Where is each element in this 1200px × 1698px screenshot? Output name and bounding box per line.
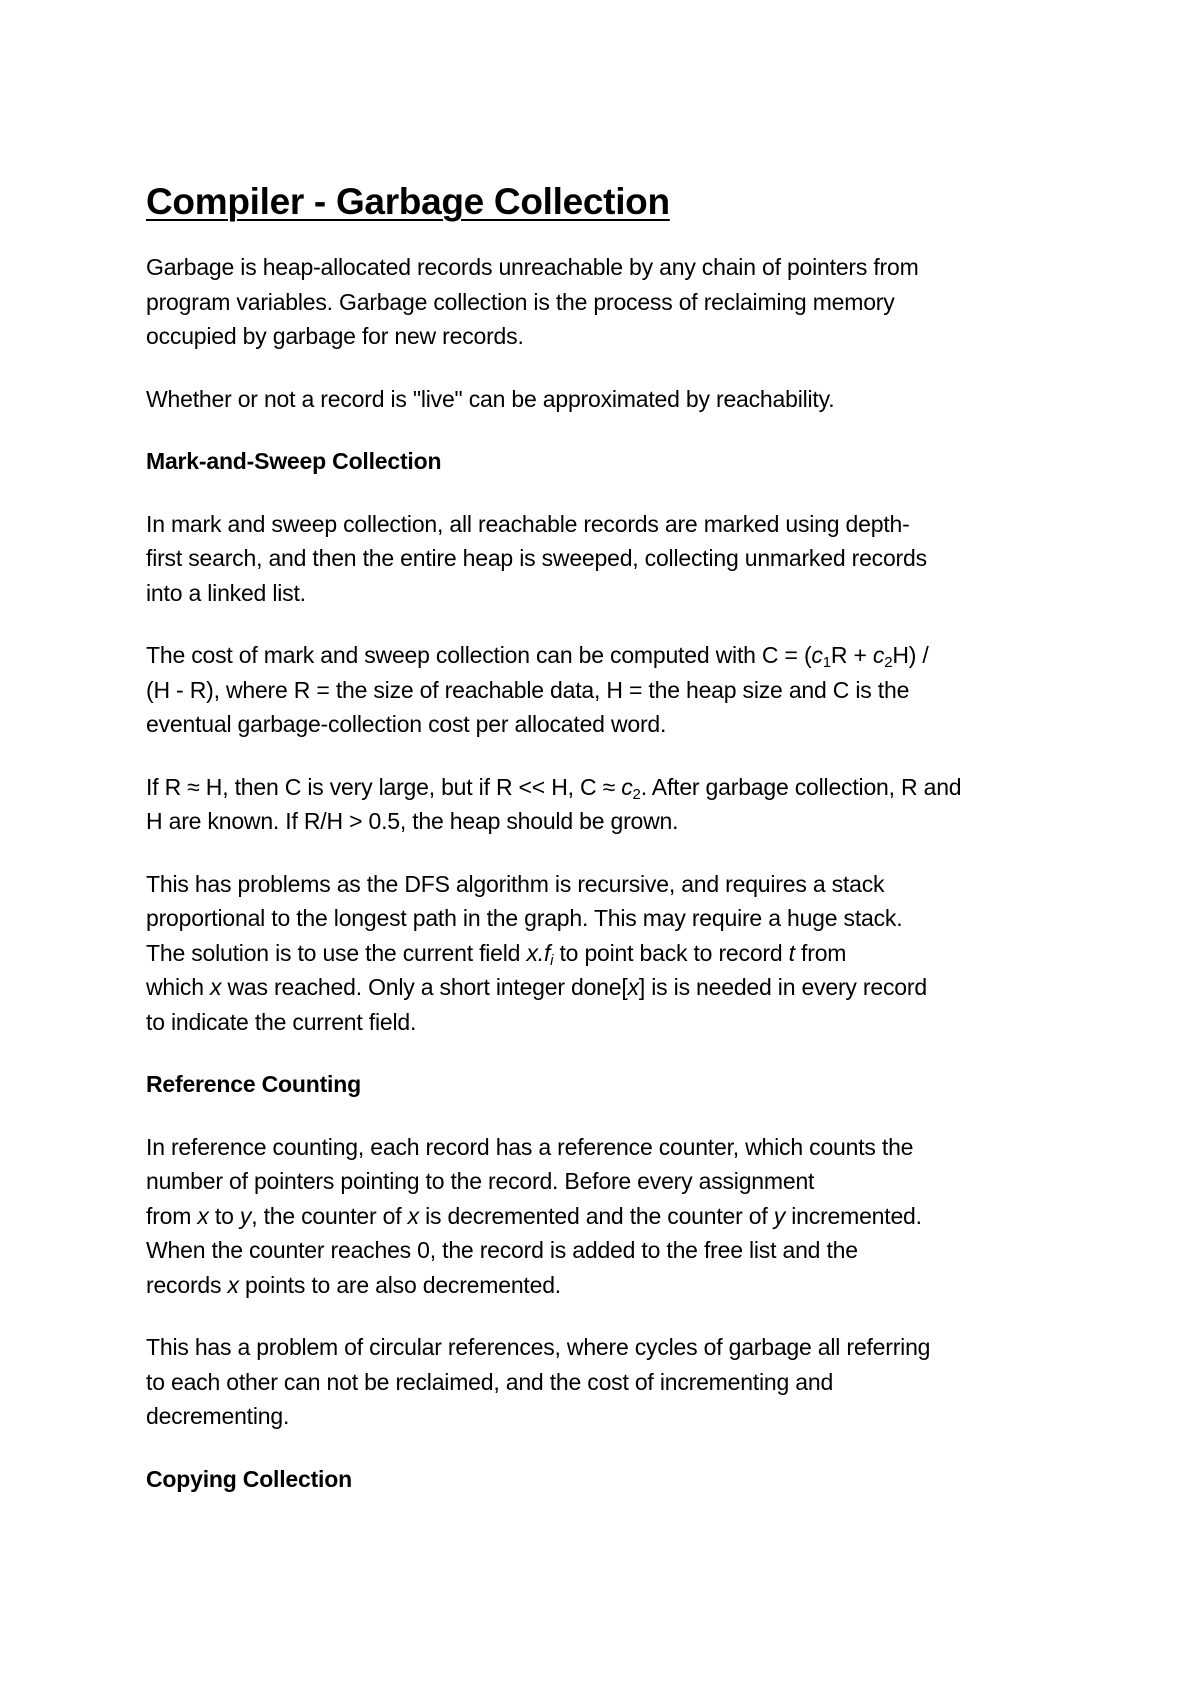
text-run: to point back to record — [553, 939, 789, 966]
text-run: The cost of mark and sweep collection can be computed with C = ( — [146, 642, 812, 668]
math-variable: x — [197, 1202, 209, 1229]
text-run: x — [526, 939, 538, 966]
page-title: Compiler - Garbage Collection — [146, 181, 670, 222]
paragraph-line: proportional to the longest path in the graph. This may require a huge stack. — [146, 905, 903, 931]
text-run: is decremented and the counter of — [418, 1202, 774, 1229]
intro-line: occupied by garbage for new records. — [146, 323, 524, 349]
math-variable: y — [773, 1202, 786, 1229]
math-variable: c — [621, 773, 633, 800]
paragraph-line: When the counter reaches 0, the record is added to the free list and the — [146, 1237, 858, 1263]
math-variable: c — [811, 642, 823, 668]
intro-line: program variables. Garbage collection is the process of reclaiming memory — [146, 288, 895, 315]
paragraph-line: first search, and then the entire heap is sweeped, collecting unmarked records — [146, 545, 927, 571]
text-run: , the counter of — [251, 1202, 408, 1229]
math-variable — [526, 939, 554, 969]
subscript: 1 — [822, 654, 831, 671]
liveness-paragraph — [146, 382, 1086, 417]
document-content — [146, 178, 1086, 1524]
text-run: R + — [830, 642, 873, 668]
approximation-line — [146, 770, 1086, 805]
paragraph-line: number of pointers pointing to the record. Before every assignment — [146, 1168, 815, 1194]
paragraph-line: to each other can not be reclaimed, and the cost of incrementing and — [146, 1368, 834, 1395]
reference-counting-heading: Reference Counting — [146, 1071, 361, 1097]
text-run: The solution is to use the current field — [146, 939, 527, 966]
copying-collection-heading: Copying Collection — [146, 1465, 352, 1492]
text-run: which — [146, 974, 210, 1000]
paragraph-line: into a linked list. — [146, 579, 306, 606]
text-run: If R ≈ H, then C is very large, but if R << H, C ≈ — [146, 773, 622, 800]
text-run: records — [146, 1271, 228, 1298]
paragraph-line — [146, 970, 1086, 1005]
math-variable: x — [210, 974, 222, 1000]
approximation-paragraph — [146, 770, 1086, 839]
reference-counting-paragraph — [146, 1130, 1086, 1303]
intro-paragraph — [146, 250, 1086, 354]
paragraph-line: (H - R), where R = the size of reachable data, H = the heap size and C is the — [146, 676, 910, 703]
text-run: points to are also decremented. — [238, 1271, 561, 1298]
text-run: incremented. — [785, 1202, 922, 1229]
text-run: from — [146, 1202, 198, 1229]
paragraph-line: In reference counting, each record has a reference counter, which counts the — [146, 1133, 914, 1160]
text-run: H) / — [892, 642, 929, 668]
math-variable: c — [872, 642, 885, 668]
cost-paragraph — [146, 638, 1086, 742]
paragraph-line: This has a problem of circular references, where cycles of garbage all referring — [146, 1334, 931, 1360]
mark-sweep-paragraph — [146, 507, 1086, 611]
text-run: .f — [537, 939, 551, 966]
liveness-line: Whether or not a record is "live" can be approximated by reachability. — [146, 385, 835, 412]
subscript: i — [550, 951, 554, 969]
math-variable: x — [407, 1202, 419, 1229]
paragraph-line: In mark and sweep collection, all reachable records are marked using depth- — [146, 510, 910, 537]
paragraph-line: to indicate the current field. — [146, 1008, 417, 1035]
paragraph-line: H are known. If R/H > 0.5, the heap should be grown. — [146, 808, 679, 834]
cost-formula-line — [146, 638, 1086, 673]
circular-references-paragraph — [146, 1330, 1086, 1434]
paragraph-line: This has problems as the DFS algorithm is recursive, and requires a stack — [146, 870, 885, 897]
text-run: to — [208, 1202, 240, 1229]
mark-sweep-heading: Mark-and-Sweep Collection — [146, 448, 442, 474]
paragraph-line: decrementing. — [146, 1403, 290, 1429]
text-run: was reached. Only a short integer done[ — [221, 974, 628, 1000]
text-run: from — [794, 939, 847, 966]
paragraph-line — [146, 936, 1086, 971]
subscript: 2 — [884, 654, 893, 671]
intro-line: Garbage is heap-allocated records unreachable by any chain of pointers from — [146, 254, 919, 280]
paragraph-line: eventual garbage-collection cost per allocated word. — [146, 711, 667, 737]
text-run: . After garbage collection, R and — [640, 773, 962, 800]
paragraph-line — [146, 1199, 1086, 1234]
subscript: 2 — [632, 785, 641, 803]
dfs-paragraph — [146, 867, 1086, 1040]
math-variable: t — [788, 939, 795, 966]
math-variable: x — [227, 1271, 239, 1298]
math-variable: y — [239, 1202, 252, 1229]
text-run: ] is is needed in every record — [638, 974, 927, 1000]
paragraph-line — [146, 1268, 1086, 1303]
math-variable: x — [627, 974, 639, 1000]
